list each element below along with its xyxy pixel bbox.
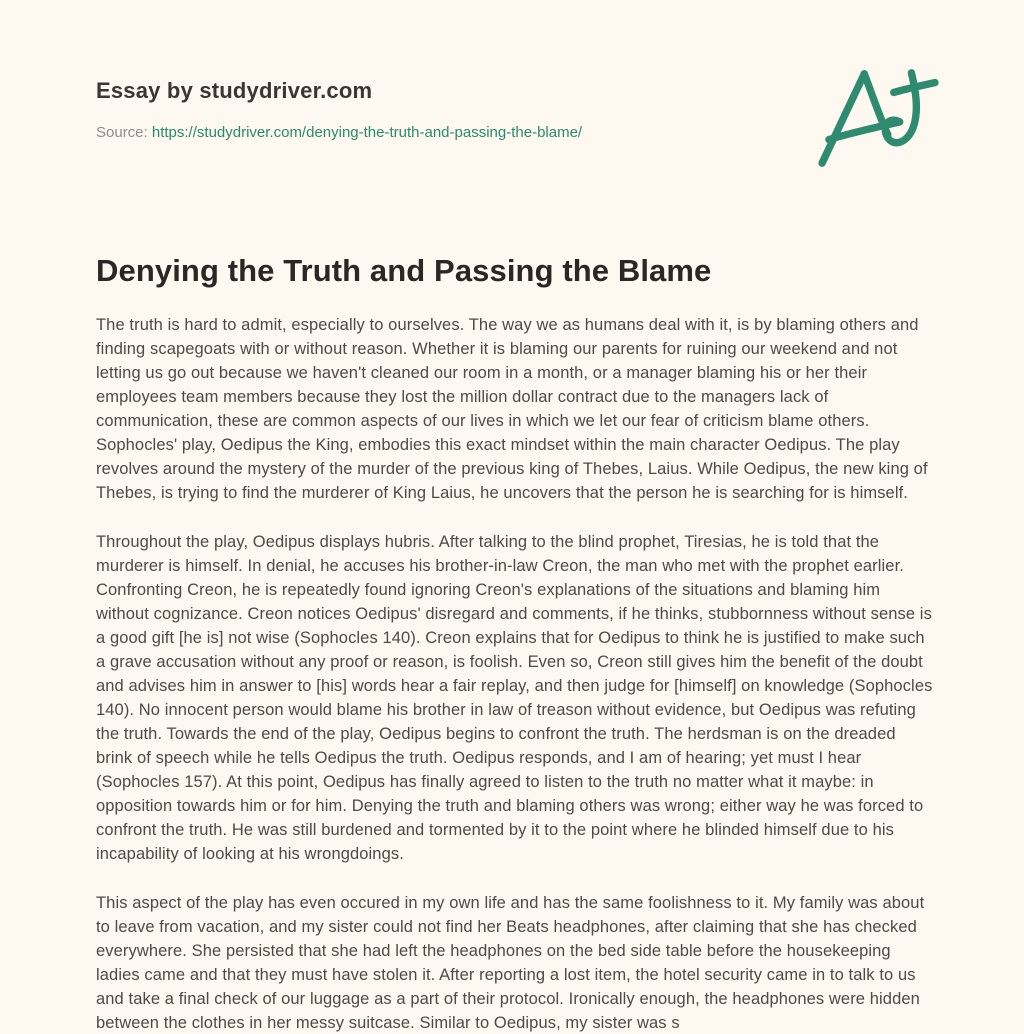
essay-paragraph-3: This aspect of the play has even occured in my own life and has the same foolishness to it. My family was about to leave from vacation, and my sister could not find her Beats headphones, after claiming that she has checked everywhere. She persisted that she had left the headphones on the bed side table before the housekeeping ladies came and that they must have stolen it. After reporting a lost item, the hotel security came in to talk to us and take a final check of our luggage as a part of their protocol. Ironically enough, the headphones were hidden between the clothes in her messy suitcase. Similar to Oedipus, my sister was s	[96, 894, 925, 1032]
essay-body	[96, 313, 935, 1034]
essay-title: Denying the Truth and Passing the Blame	[96, 253, 712, 288]
source-label: Source:	[96, 124, 148, 141]
source-link[interactable]: https://studydriver.com/denying-the-truth-and-passing-the-blame/	[151, 124, 583, 141]
source-line	[96, 124, 935, 141]
header-title: Essay by studydriver.com	[96, 78, 373, 103]
a-plus-logo-icon	[816, 157, 944, 174]
studydriver-logo	[816, 62, 944, 170]
essay-paragraph-2: Throughout the play, Oedipus displays hubris. After talking to the blind prophet, Tiresias, he is told that the murderer is himself. In denial, he accuses his brother-in-law Creon, the man who met with the prophet earlier. Confronting Creon, he is repeatedly found ignoring Creon's explanations of the situations and blaming him without cognizance. Creon notices Oedipus' disregard and comments, if he thinks, stubbornness without sense is a good gift [he is] not wise (Sophocles 140). Creon explains that for Oedipus to think he is justified to make such a grave accusation without any proof or reason, is foolish. Even so, Creon still gives him the benefit of the doubt and advises him in answer to [his] words hear a fair replay, and then judge for [himself] on knowledge (Sophocles 140). No innocent person would blame his brother in law of treason without evidence, but Oedipus was refuting the truth. Towards the end of the play, Oedipus begins to confront the truth. The herdsman is on the dreaded brink of speech while he tells Oedipus the truth. Oedipus responds, and I am of hearing; yet must I hear (Sophocles 157). At this point, Oedipus has finally agreed to listen to the truth no matter what it maybe: in opposition towards him or for him. Denying the truth and blaming others was wrong; either way he was forced to confront the truth. He was still burdened and tormented by it to the point where he blinded himself due to his incapability of looking at his wrongdoings.	[96, 533, 933, 863]
essay-paragraph-1: The truth is hard to admit, especially to ourselves. The way we as humans deal with it, is by blaming others and finding scapegoats with or without reason. Whether it is blaming our parents for ruining our weekend and not letting us go out because we haven't cleaned our room in a month, or a manager blaming his or her their employees team members because they lost the million dollar contract due to the managers lack of communication, these are common aspects of our lives in which we let our fear of criticism blame others. Sophocles' play, Oedipus the King, embodies this exact mindset within the main character Oedipus. The play revolves around the mystery of the murder of the previous king of Thebes, Laius. While Oedipus, the new king of Thebes, is trying to find the murderer of King Laius, he uncovers that the person he is searching for is himself.	[96, 316, 928, 502]
document-header	[96, 78, 935, 141]
